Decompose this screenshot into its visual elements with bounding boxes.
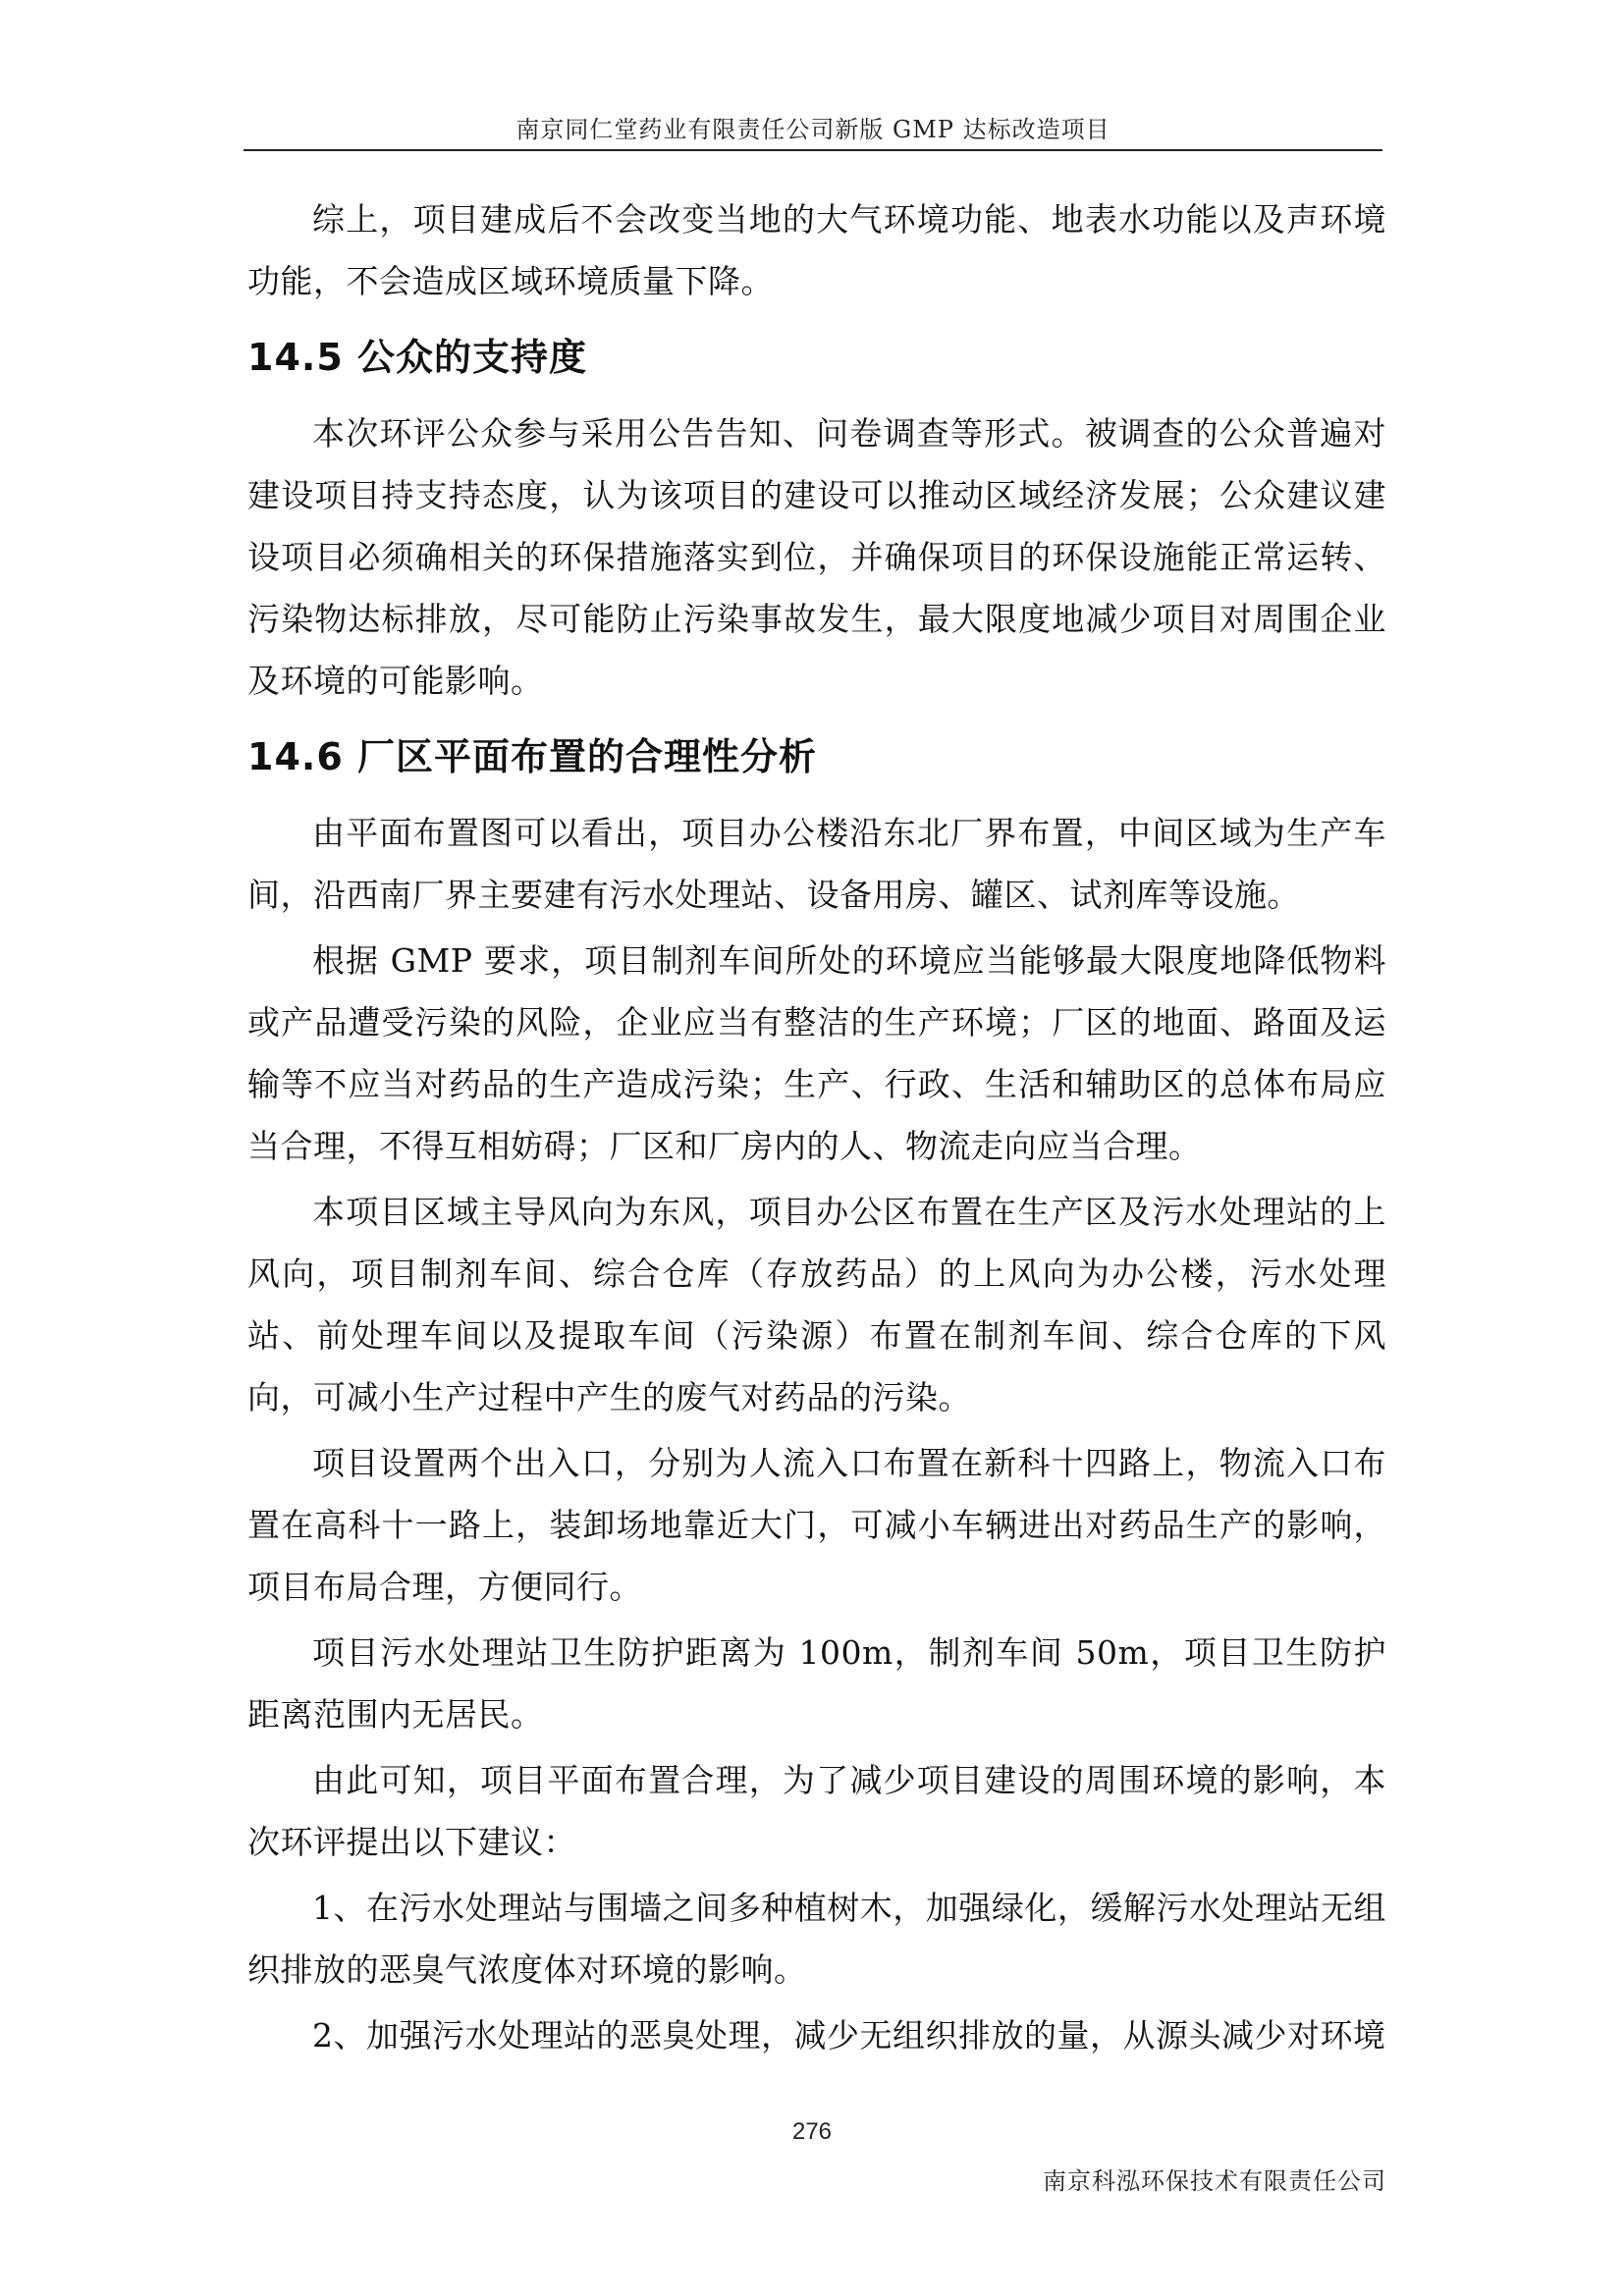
section-14-5-paragraph: 本次环评公众参与采用公告告知、问卷调查等形式。被调查的公众普遍对建设项目持支持态度，认为该项目的建设可以推动区域经济发展；公众建议建设项目必须确相关的环保措施落实到位，并确保项目的环保设施能正常运转、污染物达标排放，尽可能防止污染事故发生，最大限度地减少项目对周围企业及环境的可能影响。 (247, 414, 1386, 700)
layout-paragraph-4: 项目设置两个出入口，分别为人流入口布置在新科十四路上，物流入口布置在高科十一路上，装卸场地靠近大门，可减小车辆进出对药品生产的影响，项目布局合理，方便同行。 (247, 1444, 1386, 1606)
section-14-5-title: 14.5 公众的支持度 (247, 336, 587, 379)
page-body (247, 188, 1386, 2066)
section-14-6-title: 14.6 厂区平面布置的合理性分析 (247, 735, 817, 778)
running-header: 南京同仁堂药业有限责任公司新版 GMP 达标改造项目 (515, 116, 1110, 143)
suggestion-item-2: 2、加强污水处理站的恶臭处理，减少无组织排放的量，从源头减少对环境 (312, 2016, 1386, 2055)
layout-paragraph-5: 项目污水处理站卫生防护距离为 100m，制剂车间 50m，项目卫生防护距离范围内无居民。 (247, 1633, 1386, 1734)
suggestion-item-1: 1、在污水处理站与围墙之间多种植树木，加强绿化，缓解污水处理站无组织排放的恶臭气浓度体对环境的影响。 (247, 1889, 1386, 1989)
layout-paragraph-6: 由此可知，项目平面布置合理，为了减少项目建设的周围环境的影响，本次环评提出以下建议： (247, 1761, 1386, 1861)
layout-paragraph-1: 由平面布置图可以看出，项目办公楼沿东北厂界布置，中间区域为生产车间，沿西南厂界主要建有污水处理站、设备用房、罐区、试剂库等设施。 (247, 814, 1386, 914)
layout-paragraph-3: 本项目区域主导风向为东风，项目办公区布置在生产区及污水处理站的上风向，项目制剂车间、综合仓库（存放药品）的上风向为办公楼，污水处理站、前处理车间以及提取车间（污染源）布置在制剂车间、综合仓库的下风向，可减小生产过程中产生的废气对药品的污染。 (247, 1193, 1386, 1416)
page-number: 276 (791, 2118, 833, 2145)
layout-paragraph-2: 根据 GMP 要求，项目制剂车间所处的环境应当能够最大限度地降低物料或产品遭受污染的风险，企业应当有整洁的生产环境；厂区的地面、路面及运输等不应当对药品的生产造成污染；生产、行政、生活和辅助区的总体布局应当合理，不得互相妨碍；厂区和厂房内的人、物流走向应当合理。 (247, 941, 1386, 1165)
intro-paragraph: 综上，项目建成后不会改变当地的大气环境功能、地表水功能以及声环境功能，不会造成区域环境质量下降。 (247, 200, 1386, 300)
footer-company: 南京科泓环保技术有限责任公司 (1043, 2167, 1386, 2195)
header-divider (244, 149, 1382, 151)
